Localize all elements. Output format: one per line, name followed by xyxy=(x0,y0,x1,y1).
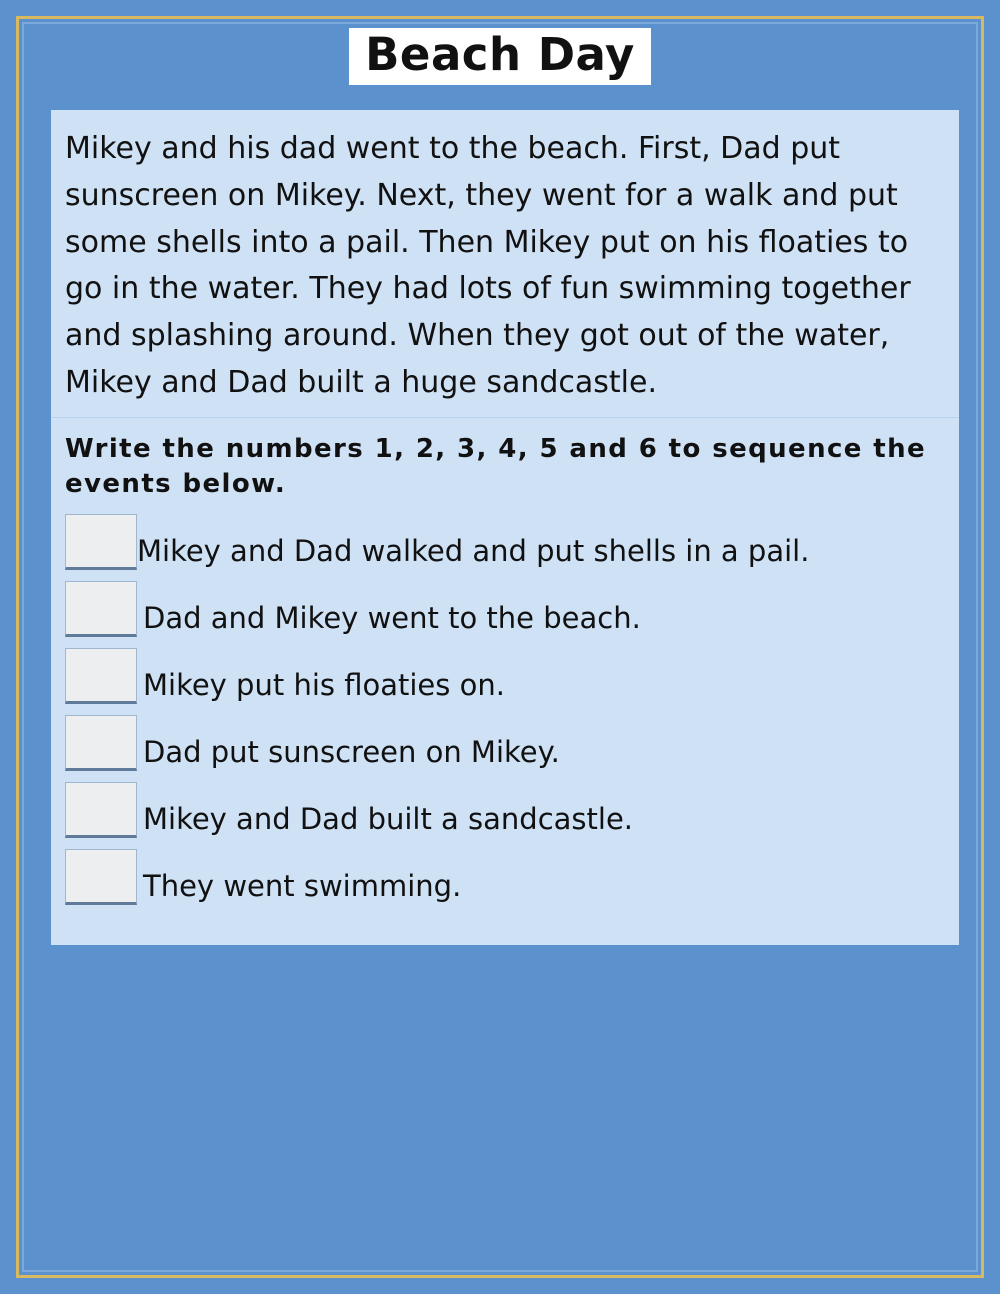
answer-box-3[interactable] xyxy=(65,648,137,704)
list-item-label: Mikey and Dad built a sandcastle. xyxy=(143,801,634,836)
list-item xyxy=(65,648,945,704)
list-item xyxy=(65,514,945,570)
content-card xyxy=(51,110,959,945)
list-item xyxy=(65,849,945,905)
page-title: Beach Day xyxy=(349,28,651,85)
answer-box-6[interactable] xyxy=(65,849,137,905)
answer-box-1[interactable] xyxy=(65,514,137,570)
list-item-label: Mikey and Dad walked and put shells in a pail. xyxy=(137,533,810,568)
list-item xyxy=(65,782,945,838)
list-item xyxy=(65,715,945,771)
list-item-label: Dad and Mikey went to the beach. xyxy=(143,600,641,635)
answer-box-4[interactable] xyxy=(65,715,137,771)
instructions-text: Write the numbers 1, 2, 3, 4, 5 and 6 to sequence the events below. xyxy=(65,433,927,499)
answer-box-5[interactable] xyxy=(65,782,137,838)
list-item-label: They went swimming. xyxy=(143,868,462,903)
sequence-list xyxy=(51,508,959,944)
title-container xyxy=(6,28,994,85)
list-item-label: Dad put sunscreen on Mikey. xyxy=(143,734,560,769)
list-item xyxy=(65,581,945,637)
answer-box-2[interactable] xyxy=(65,581,137,637)
reading-passage: Mikey and his dad went to the beach. First, Dad put sunscreen on Mikey. Next, they went for a walk and put some shells into a pail. Then Mikey put on his floaties to go in the water. They had lots of fun swimming together and splashing around. When they got out of the water, Mikey and Dad built a huge sandcastle. xyxy=(51,110,959,418)
list-item-label: Mikey put his floaties on. xyxy=(143,667,505,702)
